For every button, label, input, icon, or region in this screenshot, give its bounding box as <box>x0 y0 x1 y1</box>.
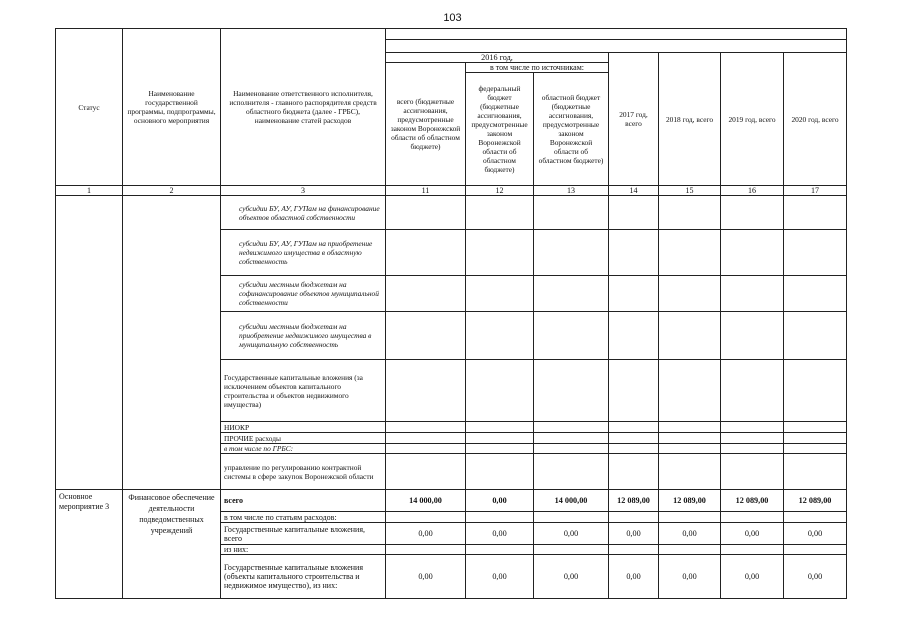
header-total-2016: всего (бюджетные ассигнования, предусмотренные законом Воронежской области об областном бюджете) <box>386 63 466 186</box>
value-cell: 12 089,00 <box>721 490 784 512</box>
column-number-row <box>56 186 847 196</box>
page-number: 103 <box>443 12 462 24</box>
header-regional: областной бюджет (бюджетные ассигнования, предусмотренные законом Воронежской области об областном бюджете) <box>534 73 609 186</box>
value-cell: 0,00 <box>534 555 609 599</box>
value-cell: 14 000,00 <box>386 490 466 512</box>
column-number: 3 <box>221 186 386 196</box>
value-cell: 0,00 <box>784 555 847 599</box>
header-2017: 2017 год, всего <box>609 53 659 186</box>
value-cell: 0,00 <box>721 523 784 545</box>
status-cell-empty <box>56 196 123 490</box>
header-status: Статус <box>56 29 123 186</box>
header-blank-top <box>386 29 847 40</box>
header-2019: 2019 год, всего <box>721 53 784 186</box>
row-label: Государственные капитальные вложения (объекты капитального строительства и недвижимое имущество), из них: <box>221 555 386 599</box>
column-number: 11 <box>386 186 466 196</box>
value-cell: 0,00 <box>721 555 784 599</box>
value-cell: 12 089,00 <box>659 490 721 512</box>
column-number: 1 <box>56 186 123 196</box>
row-label: субсидии местным бюджетам на софинансирование объектов муниципальной собственности <box>221 276 386 312</box>
header-2020: 2020 год, всего <box>784 53 847 186</box>
row-label: Государственные капитальные вложения (за исключением объектов капитального строительства и объектов недвижимого имущества) <box>221 360 386 422</box>
row-label: из них: <box>221 545 386 555</box>
column-number: 15 <box>659 186 721 196</box>
row-label: в том числе по ГРБС: <box>221 444 386 454</box>
header-year-2016: 2016 год, <box>386 53 609 63</box>
value-cell: 12 089,00 <box>784 490 847 512</box>
table-row <box>56 490 847 512</box>
row-label: управление по регулированию контрактной системы в сфере закупок Воронежской области <box>221 454 386 490</box>
value-cell: 12 089,00 <box>609 490 659 512</box>
header-program-name: Наименование государственной программы, подпрограммы, основного мероприятия <box>123 29 221 186</box>
row-label: субсидии БУ, АУ, ГУПам на финансирование объектов областной собственности <box>221 196 386 230</box>
row-label: субсидии БУ, АУ, ГУПам на приобретение недвижимого имущества в областную собственность <box>221 230 386 276</box>
value-cell: 0,00 <box>609 555 659 599</box>
measure-status: Основное мероприятие 3 <box>56 490 123 599</box>
row-label: НИОКР <box>221 422 386 433</box>
value-cell: 14 000,00 <box>534 490 609 512</box>
row-label: ПРОЧИЕ расходы <box>221 433 386 444</box>
row-label: субсидии местным бюджетам на приобретение недвижимого имущества в муниципальную собственность <box>221 312 386 360</box>
header-by-sources: в том числе по источникам: <box>466 63 609 73</box>
header-2018: 2018 год, всего <box>659 53 721 186</box>
budget-table <box>55 28 847 599</box>
header-federal: федеральный бюджет (бюджетные ассигнования, предусмотренные законом Воронежской области об областном бюджете) <box>466 73 534 186</box>
column-number: 16 <box>721 186 784 196</box>
value-cell: 0,00 <box>784 523 847 545</box>
column-number: 12 <box>466 186 534 196</box>
value-cell: 0,00 <box>466 490 534 512</box>
value-cell: 0,00 <box>466 523 534 545</box>
measure-name: Финансовое обеспечение деятельности подведомственных учреждений <box>123 490 221 599</box>
value-cell: 0,00 <box>386 523 466 545</box>
row-label-total: всего <box>221 490 386 512</box>
table-row <box>56 196 847 230</box>
header-executor: Наименование ответственного исполнителя, исполнителя - главного распорядителя средств областного бюджета (далее - ГРБС), наименование статей расходов <box>221 29 386 186</box>
value-cell: 0,00 <box>659 523 721 545</box>
column-number: 13 <box>534 186 609 196</box>
value-cell: 0,00 <box>659 555 721 599</box>
value-cell: 0,00 <box>534 523 609 545</box>
column-number: 17 <box>784 186 847 196</box>
header-blank-second <box>386 40 847 53</box>
column-number: 2 <box>123 186 221 196</box>
value-cell: 0,00 <box>609 523 659 545</box>
value-cell: 0,00 <box>466 555 534 599</box>
row-label: Государственные капитальные вложения, всего <box>221 523 386 545</box>
program-cell-empty <box>123 196 221 490</box>
value-cell: 0,00 <box>386 555 466 599</box>
row-label: в том числе по статьям расходов: <box>221 512 386 523</box>
column-number: 14 <box>609 186 659 196</box>
